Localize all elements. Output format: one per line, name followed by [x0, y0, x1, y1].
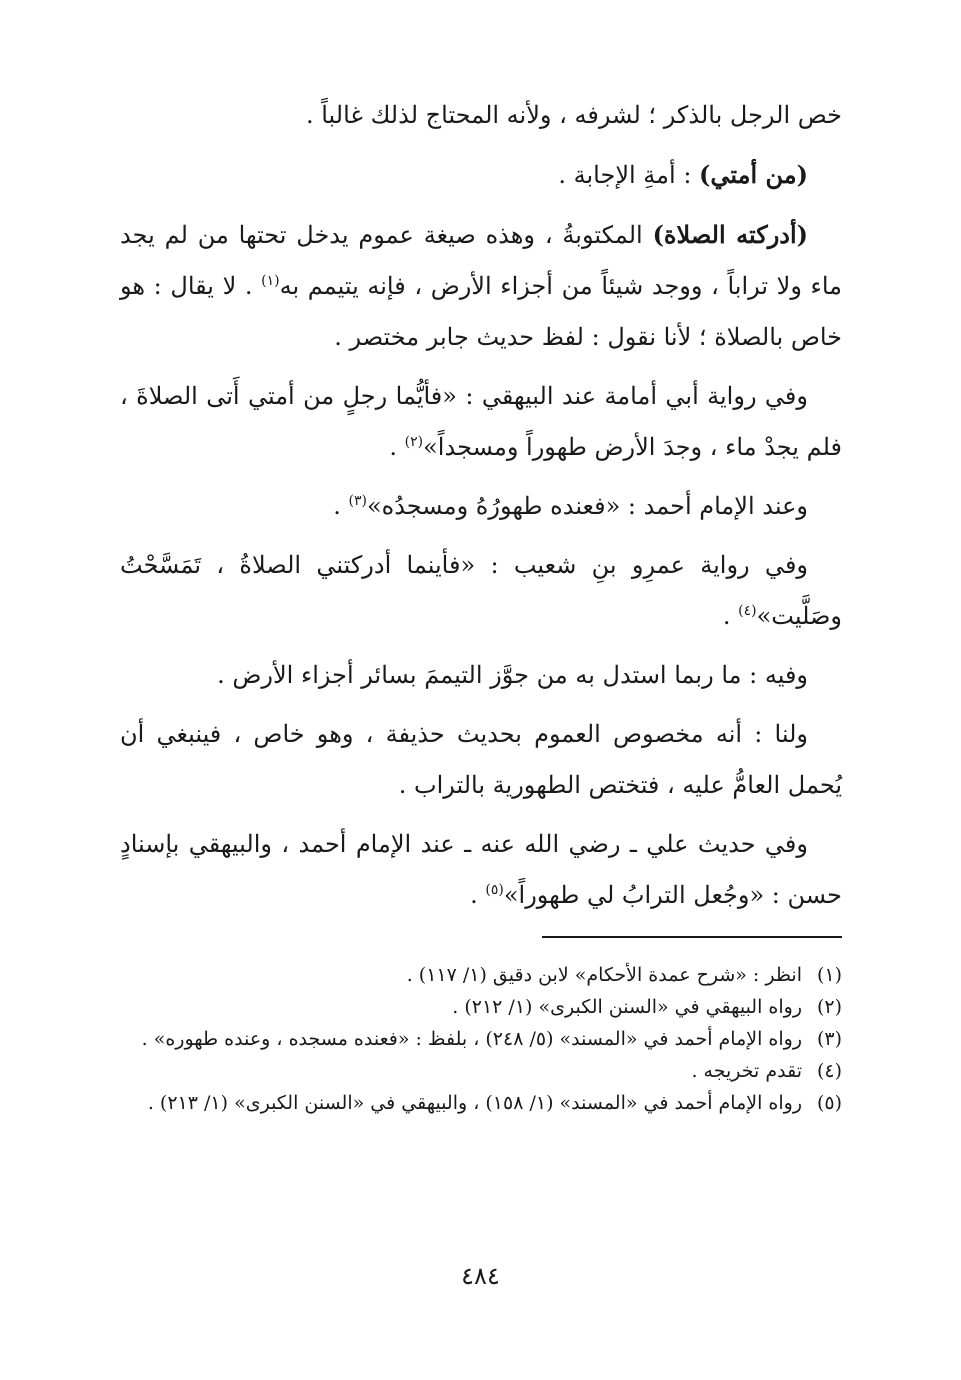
footnote-text: رواه البيهقي في «السنن الكبرى» (١/ ٢١٢) . [452, 996, 802, 1018]
main-text [120, 90, 842, 929]
footnote-ref: (٥) [485, 882, 504, 898]
text-run: . [722, 602, 739, 630]
footnote-ref: (٢) [404, 434, 424, 450]
footnote-number: (٤) [816, 1060, 842, 1082]
footnote-text: انظر : «شرح عمدة الأحكام» لابن دقيق (١/ ١١٧) . [406, 964, 802, 986]
footnote-number: (١) [816, 964, 842, 986]
footnote-ref: (٣) [348, 493, 367, 509]
footnote [120, 1024, 842, 1054]
text-run: وفي رواية أبي أمامة عند البيهقي : «فأيُّما رجلٍ من أمتي أَتى الصلاةَ ، فلم يجدْ ماء ، وجدَ الأرض طهوراً ومسجداً» [120, 382, 842, 461]
footnote [120, 992, 842, 1022]
keyword: (أدركته الصلاة) [652, 220, 808, 249]
text-run: المكتوبةُ ، وهذه صيغة عموم يدخل تحتها من لم يجد ماء ولا تراباً ، ووجد شيئاً من أجزاء الأرض ، فإنه يتيمم به [120, 221, 843, 300]
paragraph [120, 540, 842, 642]
footnote-number: (٢) [816, 996, 842, 1018]
paragraph [120, 650, 842, 701]
text-run: . [470, 881, 486, 909]
page-number: ٤٨٤ [461, 1262, 500, 1290]
footnote-divider [542, 936, 842, 938]
footnote-number: (٥) [816, 1092, 842, 1114]
footnote-text: تقدم تخريجه . [691, 1060, 802, 1082]
footnote-text: رواه الإمام أحمد في «المسند» (٥/ ٢٤٨) ، بلفظ : «فعنده مسجده ، وعنده طهوره» . [141, 1028, 802, 1050]
footnote [120, 1088, 842, 1118]
footnote [120, 1056, 842, 1086]
text-run: وفيه : ما ربما استدل به من جوَّز التيممَ بسائر أجزاء الأرض . [217, 661, 808, 689]
paragraph [120, 371, 842, 473]
text-run: وفي حديث علي ـ رضي الله عنه ـ عند الإمام أحمد ، والبيهقي بإسنادٍ حسن : «وجُعل الترابُ لي طهوراً» [120, 830, 842, 909]
footnotes [120, 960, 842, 1120]
footnote [120, 960, 842, 990]
text-run: . [389, 433, 405, 461]
text-run: . لا يقال : هو خاص بالصلاة ؛ لأنا نقول : لفظ حديث جابر مختصر . [120, 272, 842, 351]
paragraph [120, 819, 842, 921]
footnote-ref: (١) [261, 273, 280, 289]
text-run: وعند الإمام أحمد : «فعنده طهورُهُ ومسجدُه» [366, 492, 808, 520]
paragraph [120, 90, 842, 141]
footnote-ref: (٤) [738, 603, 757, 619]
text-run: وفي رواية عمرِو بنِ شعيب : «فأينما أدركتني الصلاةُ ، تَمَسَّحْتُ وصَلَّيت» [120, 551, 842, 630]
paragraph [120, 709, 842, 811]
keyword: (من أمتي) [699, 160, 808, 189]
footnote-text: رواه الإمام أحمد في «المسند» (١/ ١٥٨) ، والبيهقي في «السنن الكبرى» (١/ ٢١٣) . [147, 1092, 802, 1114]
footnote-number: (٣) [816, 1028, 842, 1050]
paragraph [120, 209, 842, 363]
text-run: خص الرجل بالذكر ؛ لشرفه ، ولأنه المحتاج لذلك غالباً . [305, 101, 842, 129]
text-run: . [333, 492, 349, 520]
text-run: : أمةِ الإجابة . [558, 161, 700, 189]
paragraph [120, 149, 842, 201]
paragraph [120, 481, 842, 532]
text-run: ولنا : أنه مخصوص العموم بحديث حذيفة ، وهو خاص ، فينبغي أن يُحمل العامُّ عليه ، فتختص الطهورية بالتراب . [120, 720, 842, 799]
